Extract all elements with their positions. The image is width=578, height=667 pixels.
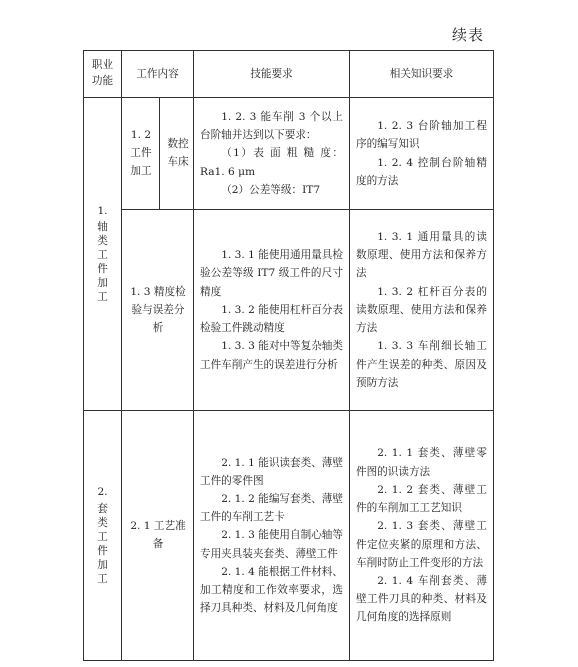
knowledge-line: 2. 1. 4 车削套类、薄壁工件刀具的种类、材料及几何角度的选择原则: [356, 574, 487, 624]
skill-cell: [194, 411, 350, 661]
skill-line: （2）公差等级：IT7: [221, 183, 321, 196]
content-cell: 2. 1 工艺准备: [122, 411, 194, 661]
skill-cell: [194, 210, 350, 411]
header-knowledge: 相关知识要求: [350, 51, 494, 98]
skill-line: 2. 1. 1 能识读套类、薄壁工件的零件图: [200, 456, 343, 487]
content-cell: 1. 2 工件加工: [122, 98, 160, 210]
continued-label: 续表: [451, 26, 484, 44]
skill-line: 2. 1. 3 能使用自制心轴等专用夹具装夹套类、薄壁工件: [200, 529, 343, 560]
header-content: 工作内容: [122, 51, 194, 98]
function-cell-1: [84, 98, 122, 411]
skill-line: 1. 3. 3 能对中等复杂轴类工件车削产生的误差进行分析: [200, 340, 343, 371]
table-row: [84, 98, 494, 210]
table-row: [84, 411, 494, 661]
skill-line: 1. 2. 3 能车削 3 个以上台阶轴并达到以下要求：: [200, 110, 343, 142]
skill-cell: [194, 98, 350, 210]
knowledge-line: 2. 1. 2 套类、薄壁工件的车削加工工艺知识: [356, 483, 487, 515]
content-subcell: 数控车床: [160, 98, 194, 210]
knowledge-cell: [350, 98, 494, 210]
knowledge-cell: [350, 411, 494, 661]
function-name: 套类工件加工: [97, 502, 108, 585]
skills-table: [83, 50, 494, 661]
knowledge-line: 1. 3. 3 车削细长轴工件产生误差的种类、原因及预防方法: [356, 340, 487, 389]
header-function: 职业功能: [84, 51, 122, 98]
skill-line: （1）表 面 粗 糙 度：Ra1. 6 μm: [200, 147, 343, 178]
skill-line: 1. 3. 2 能使用杠杆百分表检验工件跳动精度: [200, 303, 343, 335]
skill-line: 2. 1. 4 能根据工件材料、加工精度和工作效率要求，选择刀具种类、材料及几何角度: [200, 565, 343, 615]
knowledge-line: 2. 1. 1 套类、薄壁零件图的识读方法: [356, 447, 487, 478]
knowledge-line: 1. 2. 4 控制台阶轴精度的方法: [356, 156, 487, 187]
header-row: [84, 51, 494, 98]
header-skill: 技能要求: [194, 51, 350, 98]
function-cell-2: [84, 411, 122, 661]
content-cell: 1. 3 精度检验与误差分析: [122, 210, 194, 411]
knowledge-cell: [350, 210, 494, 411]
function-name: 轴类工件加工: [97, 221, 108, 303]
function-num: 1.: [97, 204, 108, 217]
skill-line: 1. 3. 1 能使用通用量具检验公差等级 IT7 级工件的尺寸精度: [200, 249, 343, 298]
knowledge-line: 1. 3. 2 杠杆百分表的读数原理、使用方法和保养方法: [356, 285, 487, 335]
knowledge-line: 2. 1. 3 套类、薄壁工件定位夹紧的原理和方法、车削时防止工件变形的方法: [356, 520, 487, 569]
knowledge-line: 1. 2. 3 台阶轴加工程序的编写知识: [356, 120, 487, 151]
function-num: 2.: [97, 486, 108, 499]
table-row: [84, 210, 494, 411]
skill-line: 2. 1. 2 能编写套类、薄壁工件的车削工艺卡: [200, 492, 343, 524]
knowledge-line: 1. 3. 1 通用量具的读数原理、使用方法和保养方法: [356, 231, 487, 280]
